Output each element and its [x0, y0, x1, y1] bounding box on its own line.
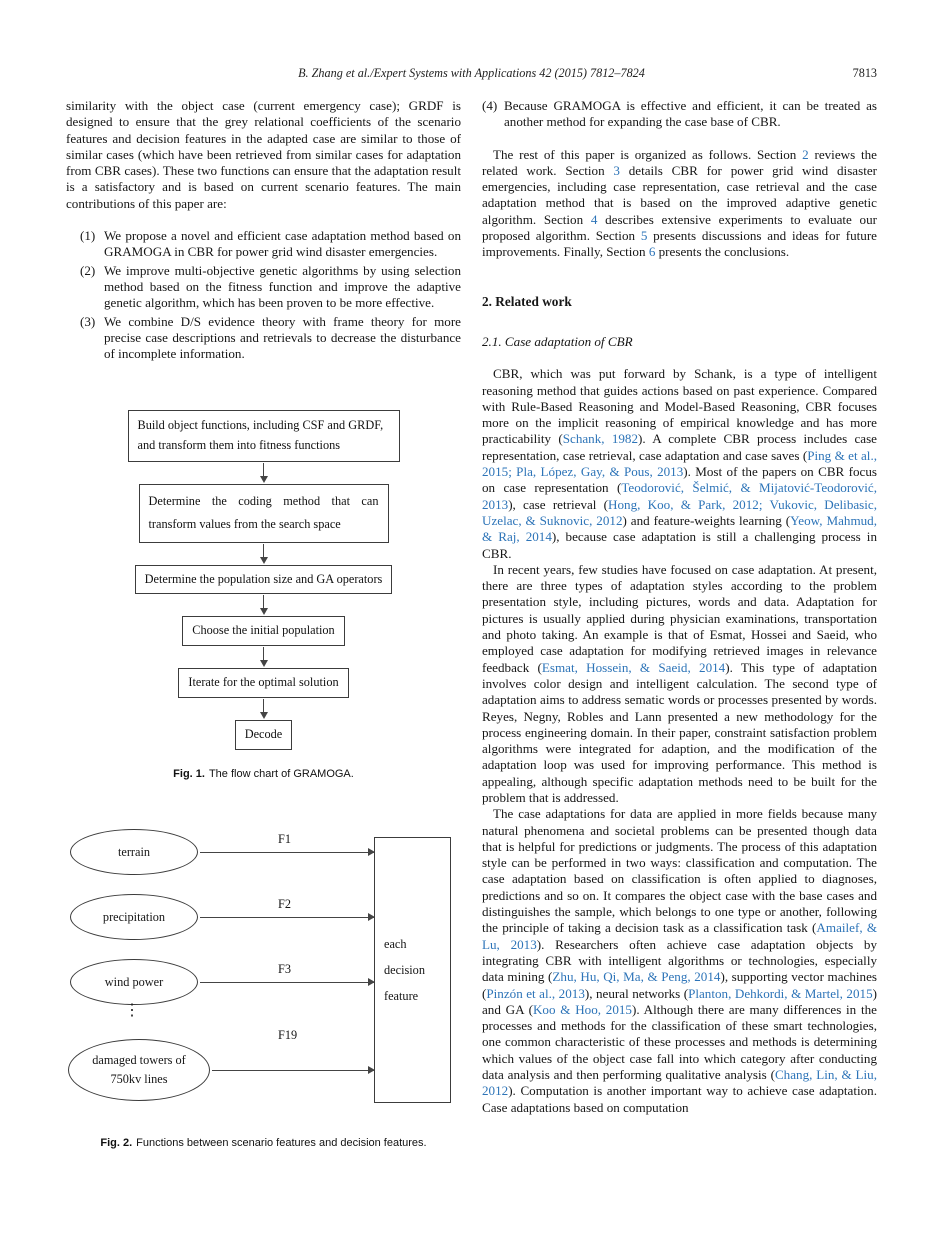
list-item	[80, 263, 461, 312]
figure-2	[66, 817, 461, 1150]
figure-caption-text: The flow chart of GRAMOGA.	[208, 767, 354, 780]
page-number: 7813	[852, 66, 877, 80]
flowchart-box: Determine the coding method that can transform values from the search space	[139, 484, 389, 543]
body-paragraph	[482, 366, 877, 562]
text-segment: reviews the related work. Section	[482, 146, 877, 178]
list-item-text: We propose a novel and efficient case adaptation method based on GRAMOGA in CBR for power grid wind disaster emergencies.	[104, 228, 461, 260]
text-segment: The case adaptations for data are applied in more fields because many natural phenomena and societal problems can be presented though data that is helpful for predictions or judgments. The process of this adaptation style can be performed in two ways: classification and computation. The case adaptation based on classification is often applied to diagnoses, predictions and so on. It compares the object case with the base cases and distinguishes the sample, which belongs to one type or another, following the principle of taking a decision task as a classification task (	[482, 806, 877, 936]
text-segment: ). Although there are many differences in the processes and methods for the classification of these smart technologies, one common characteristic of these processes and methods is determining which values of the object case fall into which category after conducting data analysis and then performing qualitative analysis (	[482, 1001, 877, 1083]
text-segment: CBR, which was put forward by Schank, is a type of intelligent reasoning method that guides actions based on past experience. Compared with Rule-Based Reasoning and Model-Based Reasoning, CBR focuses more on the implicit reasoning of empirical knowledge and has more practicability (	[482, 366, 877, 447]
figure-1	[66, 410, 461, 780]
text-segment: The rest of this paper is organized as follows. Section	[493, 146, 803, 162]
citation-link[interactable]: Ping & et al., 2015; Pla, López, Gay, & Pous, 2013	[482, 447, 877, 480]
list-marker: (1)	[80, 228, 96, 244]
text-segment: ). Most of the papers on CBR focus on case representation (	[482, 464, 877, 496]
figure-caption-label: Fig. 2.	[100, 1136, 133, 1149]
subsection-heading: 2.1. Case adaptation of CBR	[482, 333, 633, 349]
text-segment: details CBR for power grid wind disaster emergencies, including case representation, case retrieval and the case adaptation method that is based on the improved adaptive genetic algorithm. Section	[482, 162, 878, 227]
flowchart-box: Iterate for the optimal solution	[178, 668, 348, 698]
flowchart-box: Determine the population size and GA operators	[135, 565, 393, 595]
text-segment: ). Computation is another important way to achieve case adaptation. Case adaptations based on computation	[482, 1083, 877, 1115]
intro-paragraph: similarity with the object case (current emergency case); GRDF is designed to ensure that the grey relational coefficients of the scenario features and decision features in the adapted case are similar to those of similar cases (which have been retrieved from similar cases for adaptation from CBR cases). These two functions can ensure that the adaptation result is a satisfactory and is based on current scenario features. The main contributions of this paper are:	[66, 98, 461, 211]
citation-link[interactable]: Amailef, & Lu, 2013	[482, 920, 878, 952]
text-segment: presents the conclusions.	[655, 244, 790, 260]
page-header	[66, 66, 877, 84]
citation-link[interactable]: 5	[640, 228, 648, 244]
text-segment: In recent years, few studies have focused on case adaptation. At present, there are three types of adaptation styles according to the problem presentation style, including pictures, words and data. Adaptation for pictures is usually applied during physician examinations, transportation and photo taking. An example is that of Esmat, Hossei and Saeid, who employed case adaptation for modifying retrieved images in relevance feedback (	[482, 561, 877, 675]
flowchart-box: Build object functions, including CSF and GRDF, and transform them into fitness functions	[128, 410, 400, 461]
text-segment: ). This type of adaptation involves color design and intelligent calculation. The second type of adaptation aims to address sematic words or processes presented by words. Reyes, Negny, Robles and Lann presented a new methodology for the process engineering domain. In their paper, constraint satisfaction problem algorithms were integrated for adaption, and the modification of the adaptation loop was used for improving performance. This method is appealing, although specific adaptation methods need to be built for the problem that is addressed.	[482, 659, 877, 805]
scenario-feature-ellipse: damaged towers of 750kv lines	[68, 1039, 210, 1101]
citation-link[interactable]: Schank, 1982	[562, 431, 639, 447]
text-segment: presents discussions and ideas for future improvements. Finally, Section	[482, 228, 877, 260]
scenario-feature-ellipse: precipitation	[70, 894, 198, 940]
citation-link[interactable]: 4	[590, 211, 598, 227]
gramoga-flowchart	[66, 410, 461, 749]
right-arrow-icon	[212, 1070, 374, 1071]
citation-link[interactable]: 2	[802, 146, 809, 162]
two-column-body	[66, 98, 877, 1150]
text-segment: ), neural networks (	[584, 985, 689, 1001]
list-item-text: Because GRAMOGA is effective and efficient, it can be treated as another method for expanding the case base of CBR.	[504, 98, 877, 130]
roadmap-paragraph	[482, 147, 877, 261]
text-segment: ), supporting vector machines (	[482, 969, 877, 1001]
list-marker: (4)	[482, 98, 498, 113]
list-item	[482, 98, 877, 131]
figure-1-caption	[66, 768, 461, 781]
down-arrow-icon	[263, 463, 264, 477]
down-arrow-icon	[263, 699, 264, 713]
list-item-text: We combine D/S evidence theory with frame theory for more precise case descriptions and retrievals to decrease the disturbance of incomplete information.	[104, 313, 461, 362]
citation-link[interactable]: Hong, Koo, & Park, 2012; Vukovic, Delibasic, Uzelac, & Suknovic, 2012	[482, 496, 877, 528]
left-column	[66, 98, 461, 1150]
arrow-label: F2	[278, 896, 291, 911]
list-marker: (2)	[80, 262, 96, 278]
features-diagram	[66, 817, 462, 1119]
section-heading: 2. Related work	[482, 293, 572, 309]
citation-link[interactable]: Esmat, Hossein, & Saeid, 2014	[541, 659, 726, 675]
decision-feature-box	[374, 837, 451, 1103]
decision-feature-text: each decision feature	[384, 936, 425, 1003]
body-paragraph	[482, 562, 877, 806]
figure-2-caption	[66, 1137, 461, 1150]
text-segment: ) and GA (	[482, 985, 877, 1017]
list-item-text: We improve multi-objective genetic algorithms by using selection method based on the fitness function and improve the adaptive genetic algorithm, which has been proven to be more effective.	[104, 262, 461, 311]
text-segment: ). Researchers often achieve case adaptation objects by integrating CBR with intelligent algorithms or technologies, especially data mining (	[482, 936, 878, 985]
arrow-label: F19	[278, 1027, 298, 1042]
citation-link[interactable]: Planton, Dehkordi, & Martel, 2015	[688, 985, 873, 1001]
contributions-list	[80, 228, 461, 362]
text-segment: ), because case adaptation is still a challenging process in CBR.	[482, 529, 877, 561]
vertical-ellipsis-icon: ⋮	[124, 1001, 140, 1019]
arrow-label: F1	[278, 831, 291, 846]
citation-link[interactable]: Koo & Hoo, 2015	[532, 1001, 632, 1017]
down-arrow-icon	[263, 595, 264, 609]
list-item	[80, 314, 461, 363]
citation-link[interactable]: Zhu, Hu, Qi, Ma, & Peng, 2014	[552, 969, 721, 985]
arrow-label: F3	[278, 961, 291, 976]
scenario-feature-ellipse: terrain	[70, 829, 198, 875]
down-arrow-icon	[263, 544, 264, 558]
right-column	[482, 98, 877, 1150]
right-arrow-icon	[200, 982, 374, 983]
list-item	[80, 228, 461, 261]
text-segment: ) and feature-weights learning (	[622, 512, 791, 528]
text-segment: describes extensive experiments to evaluate our proposed algorithm. Section	[482, 211, 877, 244]
figure-caption-text: Functions between scenario features and decision features.	[136, 1136, 427, 1149]
text-segment: ), case retrieval (	[508, 496, 609, 512]
citation-link[interactable]: Yeow, Mahmud, & Raj, 2014	[482, 512, 877, 545]
list-marker: (3)	[80, 313, 96, 329]
flowchart-box: Decode	[235, 720, 293, 750]
citation-link[interactable]: 3	[613, 162, 620, 178]
down-arrow-icon	[263, 647, 264, 661]
body-paragraph	[482, 806, 877, 1116]
citation-link[interactable]: Teodorović, Šelmić, & Mijatović-Teodorović, 2013	[482, 480, 877, 512]
citation-link[interactable]: Chang, Lin, & Liu, 2012	[482, 1067, 877, 1099]
scenario-feature-ellipse: wind power	[70, 959, 198, 1005]
right-arrow-icon	[200, 852, 374, 853]
figure-caption-label: Fig. 1.	[173, 767, 205, 780]
flowchart-box: Choose the initial population	[182, 616, 344, 646]
citation-link[interactable]: 6	[648, 244, 656, 260]
citation-link[interactable]: Pinzón et al., 2013	[486, 985, 585, 1001]
text-segment: ). A complete CBR process includes case representation, case retrieval, case adaptation and case saves (	[482, 431, 877, 463]
right-arrow-icon	[200, 917, 374, 918]
running-head: B. Zhang et al./Expert Systems with Applications 42 (2015) 7812–7824	[298, 66, 645, 80]
